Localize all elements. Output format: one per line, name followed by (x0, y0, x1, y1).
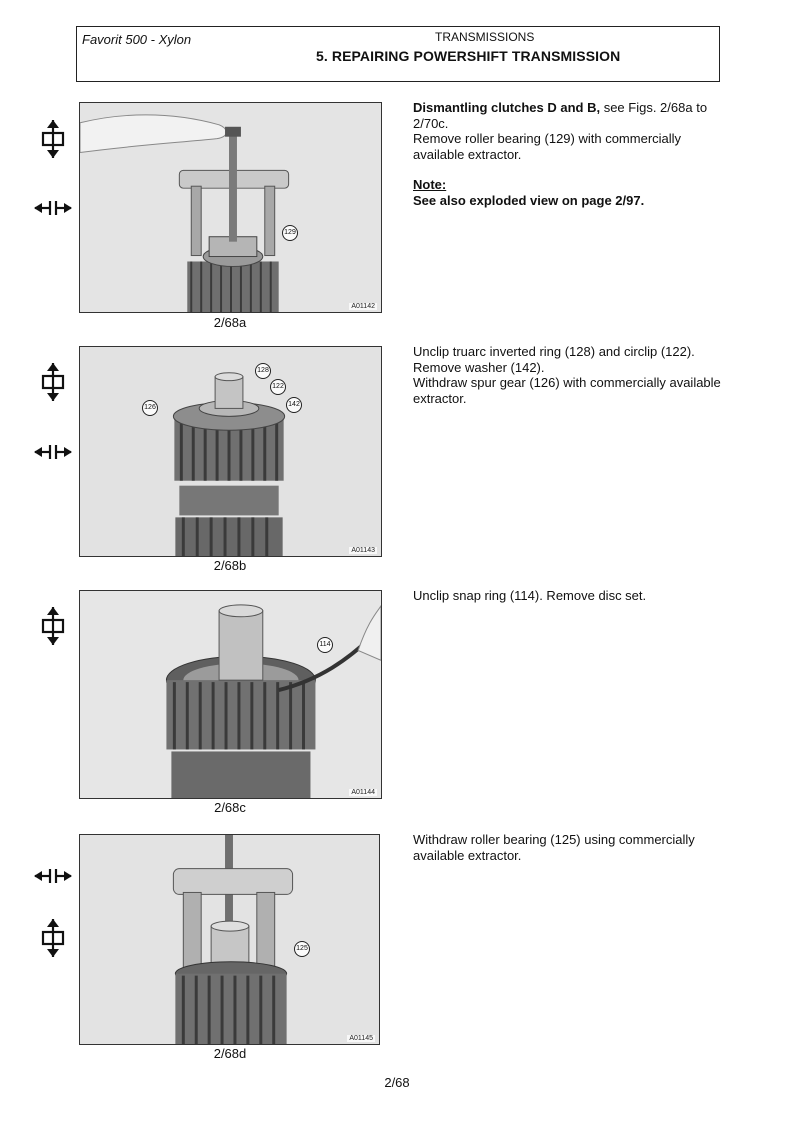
instruction-line: Remove roller bearing (129) with commercially available extractor. (413, 131, 682, 162)
instruction-line: Unclip snap ring (114). Remove disc set. (413, 588, 647, 603)
callout-122: 122 (270, 379, 286, 395)
figure-photo-d (79, 834, 380, 1045)
vertical-arrows-icon (33, 119, 73, 159)
vertical-arrows-icon (33, 918, 73, 958)
section-name: TRANSMISSIONS (435, 30, 535, 44)
horizontal-arrows-icon (33, 432, 73, 472)
instruction-line: Remove washer (142). (413, 359, 545, 375)
figure-caption: 2/68d (213, 1046, 247, 1061)
photo-code: A01144 (351, 789, 375, 796)
instruction-lead-rest: see Figs. 2/68a to 2/70c. (413, 100, 708, 131)
horizontal-arrows-icon (33, 856, 73, 896)
instruction-line: Withdraw spur gear (126) with commercially available extractor. (413, 375, 721, 406)
horizontal-arrows-icon (33, 188, 73, 228)
figure-photo-b (79, 346, 382, 557)
note-label: Note: (413, 177, 447, 192)
instruction-lead: Dismantling clutches D and B, (413, 100, 601, 115)
callout-125: 125 (294, 941, 310, 957)
figure-caption: 2/68b (213, 558, 247, 573)
instruction-block-a (413, 100, 723, 208)
callout-128: 128 (255, 363, 271, 379)
photo-code: A01142 (351, 303, 375, 310)
callout-129: 129 (282, 225, 298, 241)
note-text: See also exploded view on page 2/97. (413, 192, 645, 208)
instruction-block-b (413, 344, 723, 406)
instruction-block-d (413, 832, 723, 863)
instruction-line: Withdraw roller bearing (125) using commercially available extractor. (413, 832, 695, 863)
photo-code: A01145 (349, 1035, 373, 1042)
page-number: 2/68 (384, 1075, 410, 1090)
figure-caption: 2/68c (214, 800, 246, 815)
callout-114: 114 (317, 637, 333, 653)
page-title: 5. REPAIRING POWERSHIFT TRANSMISSION (316, 48, 621, 64)
vertical-arrows-icon (33, 362, 73, 402)
figure-photo-c (79, 590, 382, 799)
vertical-arrows-icon (33, 606, 73, 646)
instruction-line: Unclip truarc inverted ring (128) and circlip (122). (413, 344, 695, 359)
callout-126: 126 (142, 400, 158, 416)
instruction-block-c (413, 588, 723, 604)
model-name: Favorit 500 - Xylon (82, 32, 192, 47)
figure-caption: 2/68a (213, 315, 247, 330)
page-header (76, 26, 720, 82)
callout-142: 142 (286, 397, 302, 413)
photo-code: A01143 (351, 547, 375, 554)
figure-photo-a (79, 102, 382, 313)
